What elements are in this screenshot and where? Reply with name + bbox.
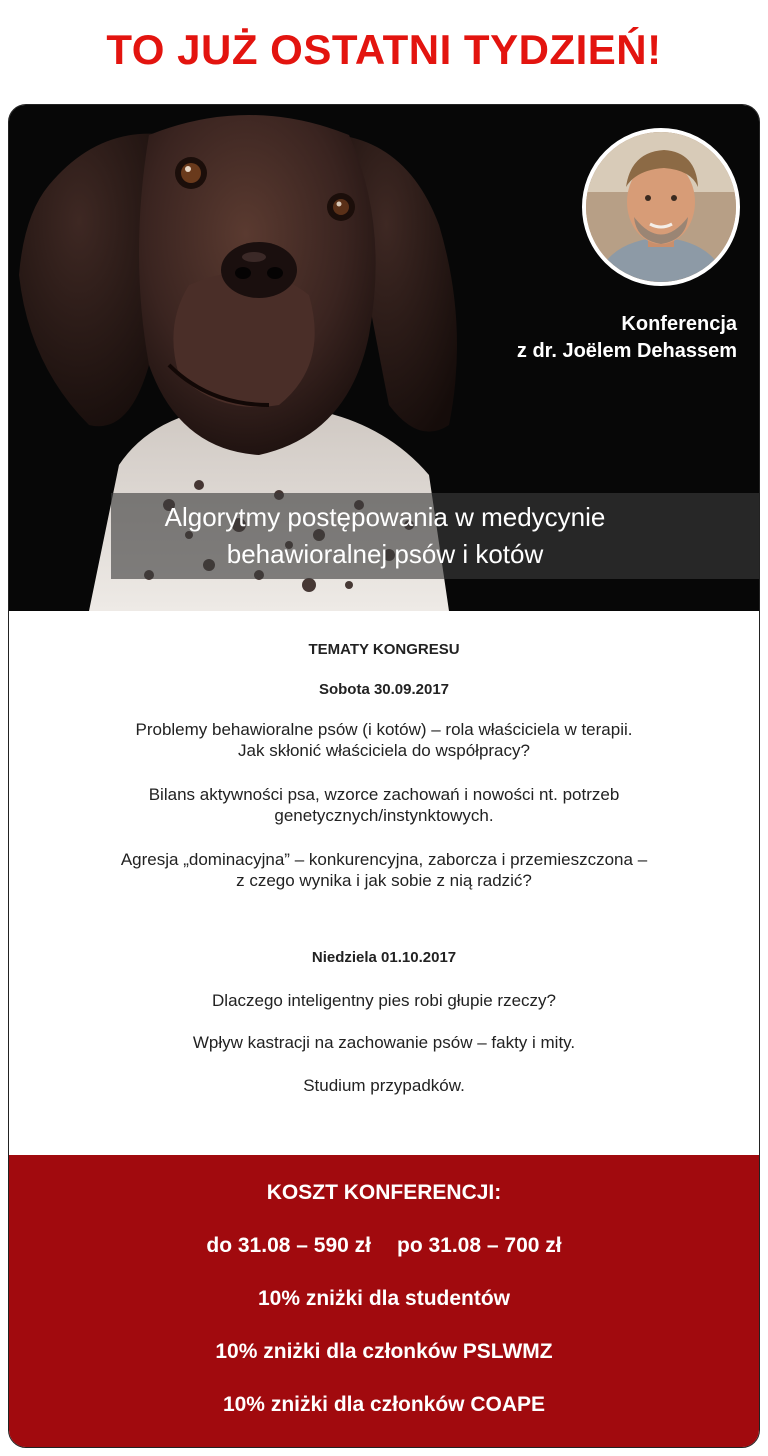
conference-card bbox=[8, 104, 760, 1448]
topic-line: Dlaczego inteligentny pies robi głupie rzeczy? bbox=[212, 991, 556, 1010]
topic-line: Jak skłonić właściciela do współpracy? bbox=[238, 741, 530, 760]
topic-line: Wpływ kastracji na zachowanie psów – fakty i mity. bbox=[192, 1033, 576, 1052]
topic-line: Problemy behawioralne psów (i kotów) – rola właściciela w terapii. bbox=[135, 720, 633, 739]
program-section bbox=[9, 611, 759, 1155]
hero-banner bbox=[9, 105, 759, 611]
conference-title bbox=[111, 499, 659, 573]
topic-item bbox=[84, 784, 684, 826]
conference-title-line-2: behawioralnej psów i kotów bbox=[226, 539, 544, 569]
topic-item bbox=[84, 1032, 684, 1053]
headline: TO JUŻ OSTATNI TYDZIEŃ! bbox=[106, 26, 662, 73]
price-row bbox=[9, 1232, 759, 1260]
discount-item: 10% zniżki dla członków PSLWMZ bbox=[215, 1340, 553, 1363]
price-early: do 31.08 – 590 zł bbox=[206, 1234, 371, 1257]
day-label: Sobota 30.09.2017 bbox=[318, 681, 450, 698]
discount-item: 10% zniżki dla studentów bbox=[257, 1287, 511, 1310]
topic-item bbox=[84, 990, 684, 1011]
topic-item bbox=[84, 719, 684, 761]
discount-item: 10% zniżki dla członków COAPE bbox=[222, 1393, 546, 1416]
topic-line: Studium przypadków. bbox=[303, 1076, 465, 1095]
cost-section bbox=[9, 1155, 759, 1447]
topic-item bbox=[84, 1075, 684, 1096]
speaker-avatar bbox=[582, 128, 740, 286]
speaker-line-1: Konferencja bbox=[621, 313, 737, 335]
topic-line: Bilans aktywności psa, wzorce zachowań i nowości nt. potrzeb bbox=[148, 785, 620, 804]
price-late: po 31.08 – 700 zł bbox=[397, 1234, 562, 1257]
cost-title: KOSZT KONFERENCJI: bbox=[266, 1181, 502, 1204]
program-title: TEMATY KONGRESU bbox=[308, 641, 460, 658]
conference-title-line-1: Algorytmy postępowania w medycynie bbox=[164, 502, 606, 532]
day-label: Niedziela 01.10.2017 bbox=[311, 949, 457, 966]
speaker-line-2: z dr. Joëlem Dehassem bbox=[516, 340, 737, 362]
topic-line: z czego wynika i jak sobie z nią radzić? bbox=[236, 871, 532, 890]
topic-line: Agresja „dominacyjna” – konkurencyjna, zaborcza i przemieszczona – bbox=[120, 850, 648, 869]
topic-item bbox=[84, 849, 684, 891]
topic-line: genetycznych/instynktowych. bbox=[274, 806, 494, 825]
speaker-caption bbox=[377, 311, 737, 365]
